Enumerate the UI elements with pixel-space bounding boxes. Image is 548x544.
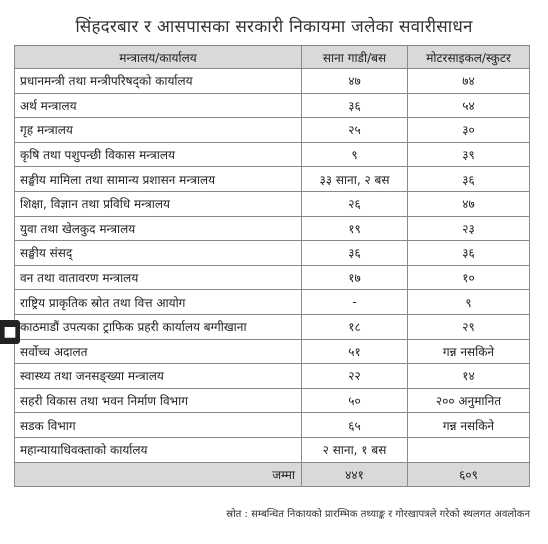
- office-cell: सहरी विकास तथा भवन निर्माण विभाग: [15, 388, 302, 413]
- total-bikes: ६०९: [408, 462, 530, 487]
- office-cell: अर्थ मन्त्रालय: [15, 93, 302, 118]
- table-header: [15, 46, 530, 69]
- office-cell: वन तथा वातावरण मन्त्रालय: [15, 265, 302, 290]
- bikes-cell: ३६: [408, 241, 530, 266]
- bikes-cell: २९: [408, 314, 530, 339]
- bikes-cell: ४७: [408, 191, 530, 216]
- bikes-cell: ९: [408, 290, 530, 315]
- office-cell: महान्यायाधिवक्ताको कार्यालय: [15, 437, 302, 462]
- table-body: [15, 69, 530, 463]
- table-row: [15, 93, 530, 118]
- vehicles-table: [14, 45, 530, 487]
- cars-cell: ३६: [302, 93, 408, 118]
- table-row: [15, 191, 530, 216]
- office-cell: सर्वोच्च अदालत: [15, 339, 302, 364]
- table-row: [15, 241, 530, 266]
- bikes-cell: [408, 437, 530, 462]
- table-row: [15, 142, 530, 167]
- cars-cell: १९: [302, 216, 408, 241]
- table-row: [15, 437, 530, 462]
- bikes-cell: १०: [408, 265, 530, 290]
- bookmark-marker-icon: ■: [0, 320, 20, 344]
- table-row: [15, 413, 530, 438]
- table-row: [15, 314, 530, 339]
- cars-cell: ५१: [302, 339, 408, 364]
- bikes-cell: गन्न नसकिने: [408, 413, 530, 438]
- cars-cell: ३६: [302, 241, 408, 266]
- bikes-cell: ५४: [408, 93, 530, 118]
- total-cars: ४४१: [302, 462, 408, 487]
- office-cell: राष्ट्रिय प्राकृतिक स्रोत तथा वित्त आयोग: [15, 290, 302, 315]
- cars-cell: २६: [302, 191, 408, 216]
- page-title: सिंहदरबार र आसपासका सरकारी निकायमा जलेका सवारीसाधन: [75, 17, 473, 37]
- cars-cell: ६५: [302, 413, 408, 438]
- cars-cell: ४७: [302, 69, 408, 94]
- office-cell: सङ्घीय संसद्: [15, 241, 302, 266]
- office-cell: युवा तथा खेलकुद मन्त्रालय: [15, 216, 302, 241]
- bikes-cell: ३९: [408, 142, 530, 167]
- table-row: [15, 167, 530, 192]
- cars-cell: -: [302, 290, 408, 315]
- office-cell: काठमाडौं उपत्यका ट्राफिक प्रहरी कार्यालय बग्गीखाना: [15, 314, 302, 339]
- bikes-cell: गन्न नसकिने: [408, 339, 530, 364]
- table-row: [15, 364, 530, 389]
- total-row: [15, 462, 530, 487]
- table-row: [15, 118, 530, 143]
- total-label: जम्मा: [15, 462, 302, 487]
- bikes-cell: ३०: [408, 118, 530, 143]
- header-office: मन्त्रालय/कार्यालय: [15, 46, 302, 69]
- cars-cell: २५: [302, 118, 408, 143]
- cars-cell: २२: [302, 364, 408, 389]
- table-row: [15, 388, 530, 413]
- cars-cell: ३३ साना, २ बस: [302, 167, 408, 192]
- office-cell: गृह मन्त्रालय: [15, 118, 302, 143]
- source-note: स्रोत : सम्बन्धित निकायको प्रारम्भिक तथ्याङ्क र गोरखापत्रले गरेको स्थलगत अवलोकन: [226, 509, 530, 520]
- bikes-cell: ७४: [408, 69, 530, 94]
- office-cell: प्रधानमन्त्री तथा मन्त्रीपरिषद्को कार्यालय: [15, 69, 302, 94]
- cars-cell: १८: [302, 314, 408, 339]
- table-row: [15, 69, 530, 94]
- table-footer: [15, 462, 530, 487]
- table-row: [15, 265, 530, 290]
- header-bikes: मोटरसाइकल/स्कुटर: [408, 46, 530, 69]
- table-row: [15, 339, 530, 364]
- office-cell: शिक्षा, विज्ञान तथा प्रविधि मन्त्रालय: [15, 191, 302, 216]
- bikes-cell: ३६: [408, 167, 530, 192]
- bikes-cell: २३: [408, 216, 530, 241]
- office-cell: सडक विभाग: [15, 413, 302, 438]
- bikes-cell: २०० अनुमानित: [408, 388, 530, 413]
- office-cell: कृषि तथा पशुपन्छी विकास मन्त्रालय: [15, 142, 302, 167]
- cars-cell: ९: [302, 142, 408, 167]
- header-row: [15, 46, 530, 69]
- header-cars: साना गाडी/बस: [302, 46, 408, 69]
- bikes-cell: १४: [408, 364, 530, 389]
- cars-cell: ५०: [302, 388, 408, 413]
- office-cell: स्वास्थ्य तथा जनसङ्ख्या मन्त्रालय: [15, 364, 302, 389]
- table-row: [15, 290, 530, 315]
- table-row: [15, 216, 530, 241]
- cars-cell: १७: [302, 265, 408, 290]
- cars-cell: २ साना, १ बस: [302, 437, 408, 462]
- office-cell: सङ्घीय मामिला तथा सामान्य प्रशासन मन्त्रालय: [15, 167, 302, 192]
